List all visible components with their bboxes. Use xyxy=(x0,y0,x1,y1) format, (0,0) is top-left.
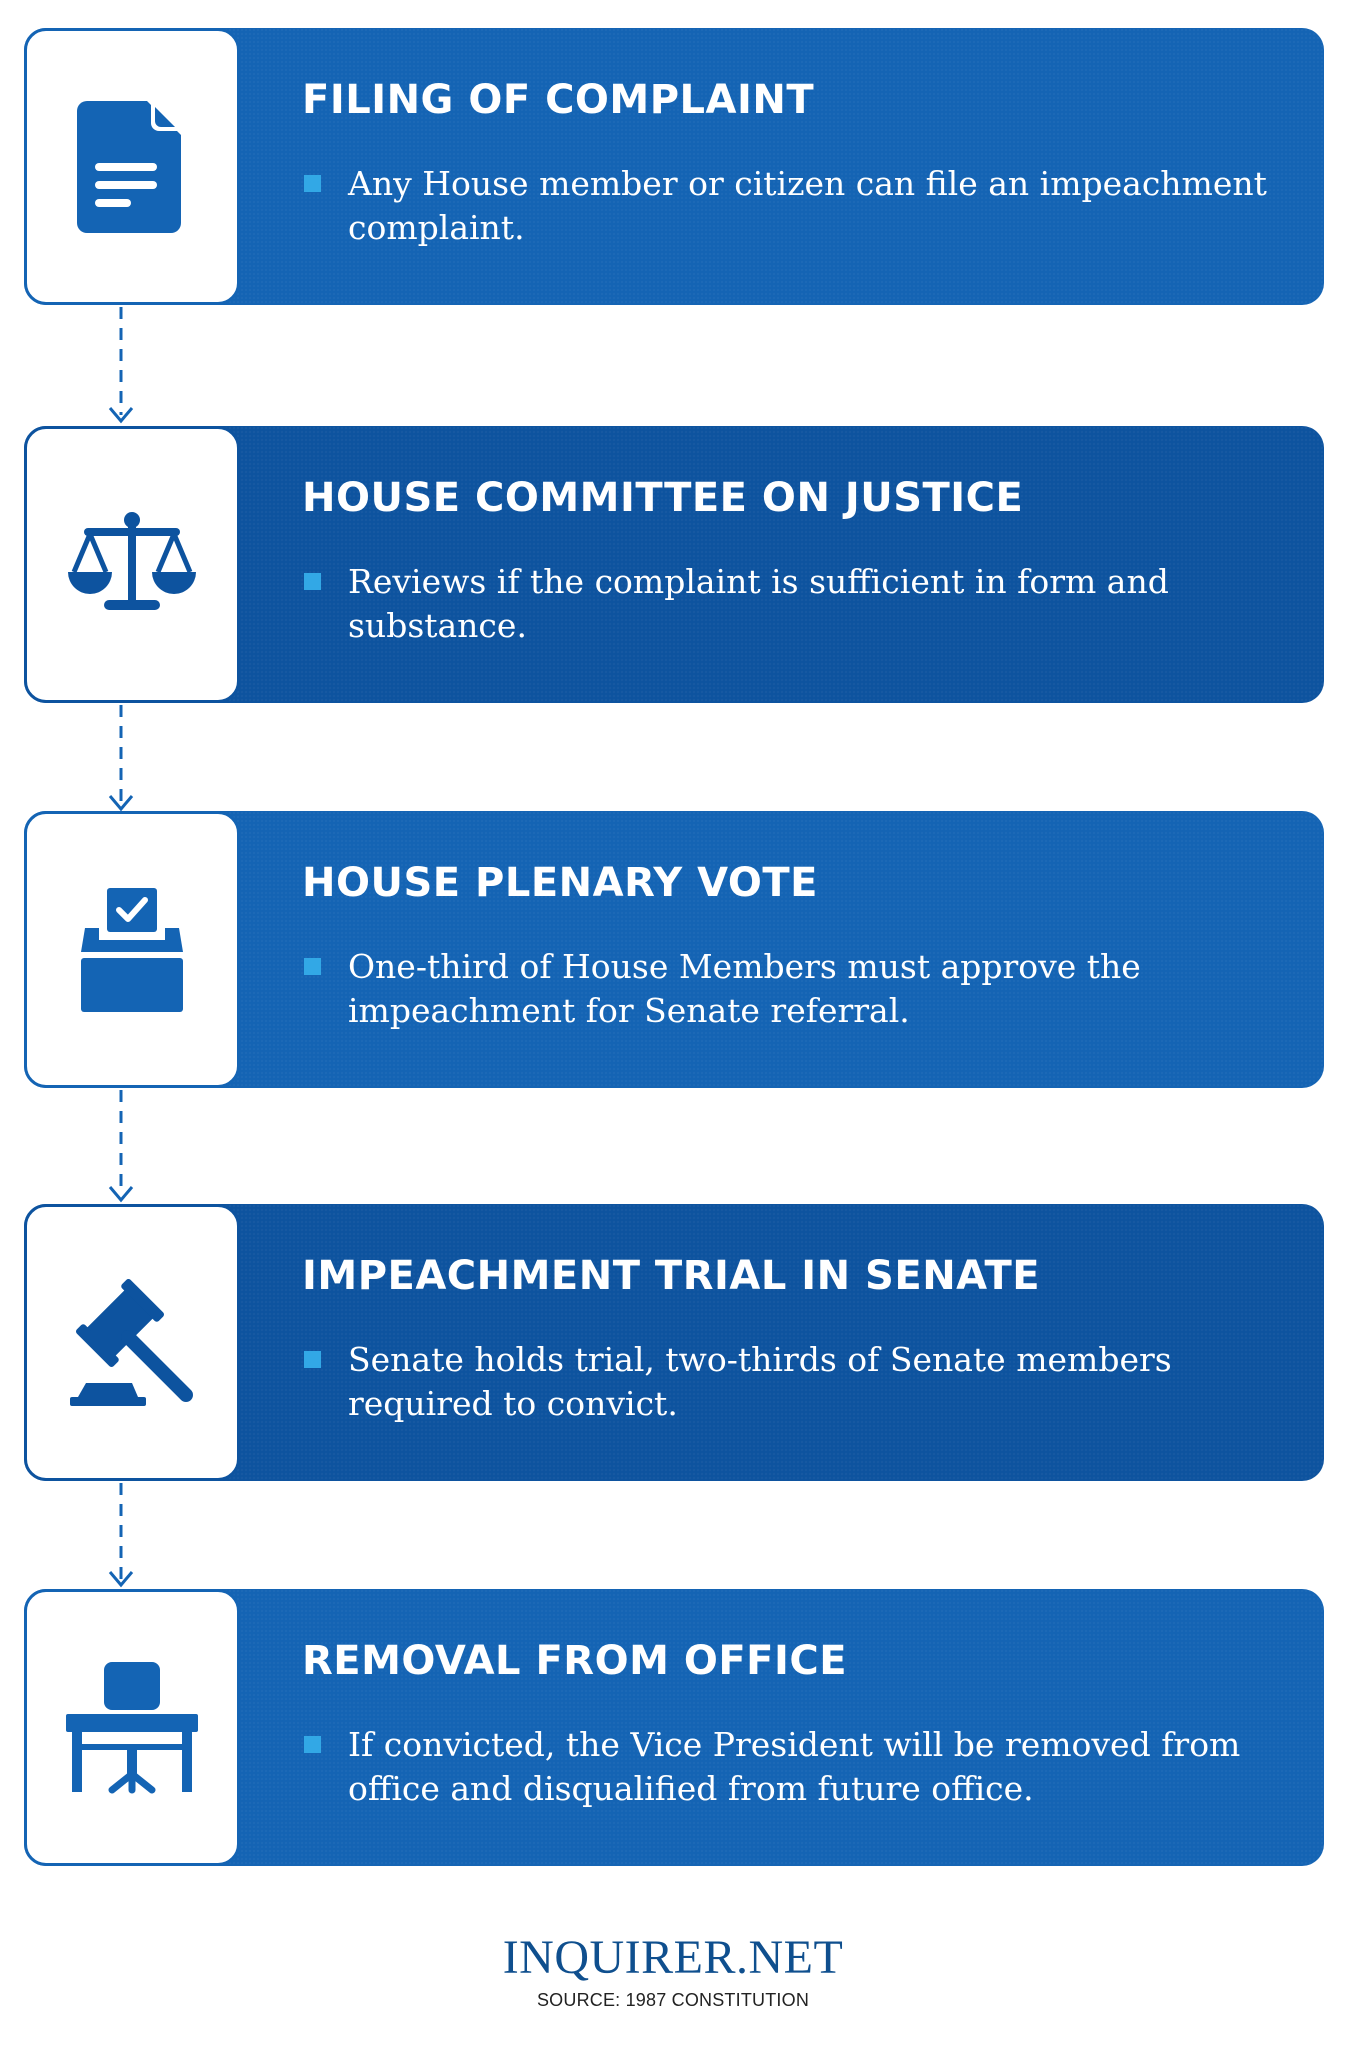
document-icon xyxy=(77,101,187,233)
flow-connector xyxy=(106,703,136,815)
flow-connector xyxy=(106,1088,136,1206)
bullet-marker xyxy=(304,958,321,975)
step-description: Reviews if the complaint is sufficient in form and substance. xyxy=(348,562,1169,645)
step-icon-box xyxy=(24,28,240,305)
bullet-marker xyxy=(304,1351,321,1368)
step-removal-from-office xyxy=(24,1589,1324,1866)
ballot-box-icon xyxy=(77,888,187,1012)
step-filing-of-complaint xyxy=(24,28,1324,305)
step-description: If convicted, the Vice President will be removed from office and disqualified from future office. xyxy=(348,1725,1241,1808)
gavel-icon xyxy=(68,1279,196,1407)
step-icon-box xyxy=(24,1589,240,1866)
bullet-marker xyxy=(304,175,321,192)
step-house-plenary-vote xyxy=(24,811,1324,1088)
step-icon-box xyxy=(24,1204,240,1481)
step-title: REMOVAL FROM OFFICE xyxy=(302,1638,848,1684)
source-credit: SOURCE: 1987 CONSTITUTION xyxy=(536,1990,810,2010)
scales-of-justice-icon xyxy=(64,510,200,620)
step-icon-box xyxy=(24,426,240,703)
step-title: HOUSE PLENARY VOTE xyxy=(302,860,818,906)
bullet-marker xyxy=(304,573,321,590)
flow-connector xyxy=(106,1481,136,1591)
step-title: IMPEACHMENT TRIAL IN SENATE xyxy=(302,1253,1041,1299)
flow-connector xyxy=(106,305,136,427)
office-desk-chair-icon xyxy=(66,1662,198,1794)
step-house-committee-on-justice xyxy=(24,426,1324,703)
step-title: FILING OF COMPLAINT xyxy=(302,77,815,123)
step-description: One-third of House Members must approve the impeachment for Senate referral. xyxy=(348,947,1141,1030)
step-title: HOUSE COMMITTEE ON JUSTICE xyxy=(302,475,1024,521)
step-description: Any House member or citizen can file an impeachment complaint. xyxy=(348,164,1267,247)
publisher-logo: INQUIRER.NET xyxy=(502,1931,844,1984)
step-description: Senate holds trial, two-thirds of Senate members required to convict. xyxy=(348,1340,1172,1423)
step-icon-box xyxy=(24,811,240,1088)
step-impeachment-trial-in-senate xyxy=(24,1204,1324,1481)
bullet-marker xyxy=(304,1736,321,1753)
